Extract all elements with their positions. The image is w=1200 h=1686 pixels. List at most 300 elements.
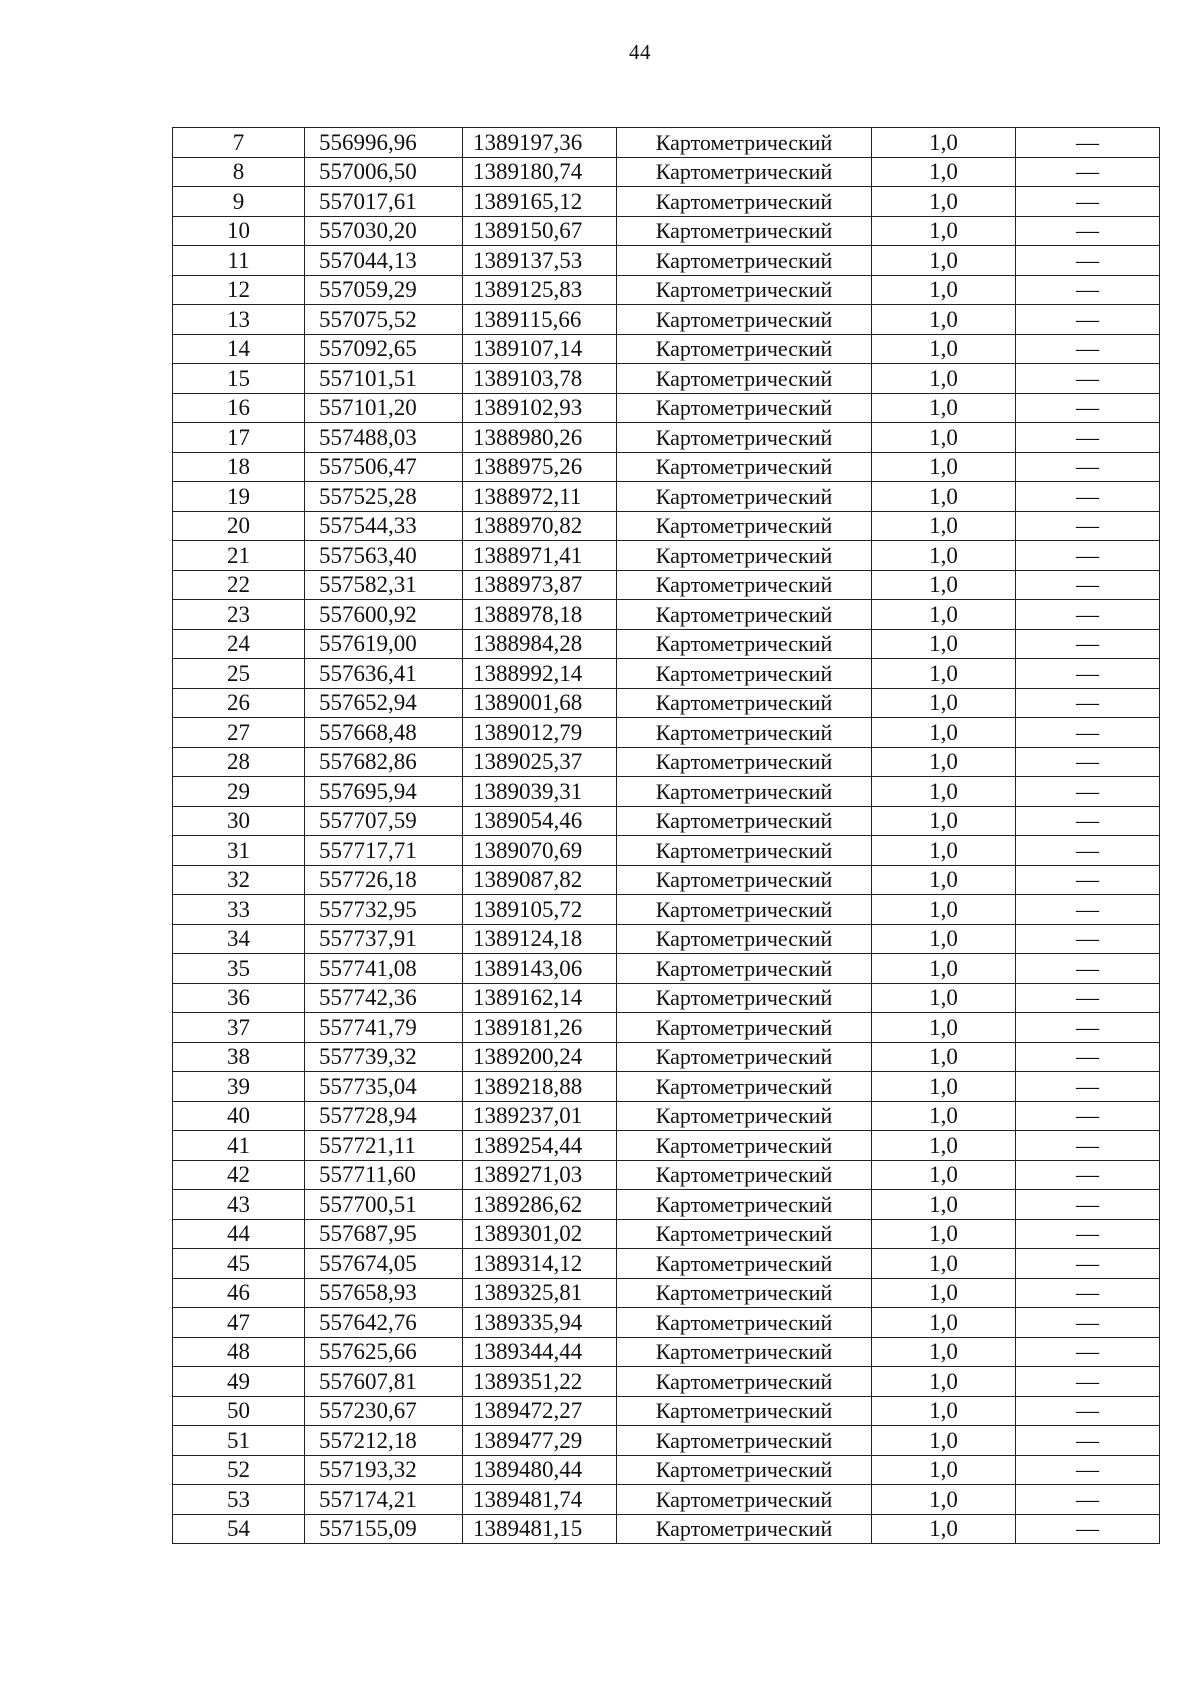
table-row — [173, 865, 1160, 895]
note-cell: — — [1016, 1426, 1160, 1456]
table-row — [173, 1072, 1160, 1102]
point-number-cell: 41 — [173, 1131, 305, 1161]
note-cell: — — [1016, 865, 1160, 895]
x-coordinate-cell: 557582,31 — [305, 570, 463, 600]
point-number-cell: 11 — [173, 246, 305, 276]
x-coordinate-cell: 557737,91 — [305, 924, 463, 954]
accuracy-cell: 1,0 — [872, 688, 1016, 718]
point-number-cell: 17 — [173, 423, 305, 453]
method-cell: Картометрический — [617, 187, 872, 217]
table-row — [173, 806, 1160, 836]
accuracy-cell: 1,0 — [872, 1072, 1016, 1102]
y-coordinate-cell: 1389200,24 — [463, 1042, 617, 1072]
method-cell: Картометрический — [617, 1160, 872, 1190]
y-coordinate-cell: 1389325,81 — [463, 1278, 617, 1308]
method-cell: Картометрический — [617, 718, 872, 748]
accuracy-cell: 1,0 — [872, 1160, 1016, 1190]
point-number-cell: 50 — [173, 1396, 305, 1426]
y-coordinate-cell: 1389197,36 — [463, 128, 617, 158]
method-cell: Картометрический — [617, 482, 872, 512]
y-coordinate-cell: 1389105,72 — [463, 895, 617, 925]
note-cell: — — [1016, 305, 1160, 335]
x-coordinate-cell: 557075,52 — [305, 305, 463, 335]
accuracy-cell: 1,0 — [872, 895, 1016, 925]
table-row — [173, 600, 1160, 630]
x-coordinate-cell: 557707,59 — [305, 806, 463, 836]
y-coordinate-cell: 1388971,41 — [463, 541, 617, 571]
point-number-cell: 29 — [173, 777, 305, 807]
accuracy-cell: 1,0 — [872, 600, 1016, 630]
method-cell: Картометрический — [617, 452, 872, 482]
table-row — [173, 423, 1160, 453]
point-number-cell: 49 — [173, 1367, 305, 1397]
method-cell: Картометрический — [617, 216, 872, 246]
table-row — [173, 275, 1160, 305]
table-row — [173, 688, 1160, 718]
accuracy-cell: 1,0 — [872, 1131, 1016, 1161]
point-number-cell: 43 — [173, 1190, 305, 1220]
point-number-cell: 24 — [173, 629, 305, 659]
table-row — [173, 1455, 1160, 1485]
note-cell: — — [1016, 718, 1160, 748]
x-coordinate-cell: 557735,04 — [305, 1072, 463, 1102]
note-cell: — — [1016, 983, 1160, 1013]
x-coordinate-cell: 557726,18 — [305, 865, 463, 895]
y-coordinate-cell: 1389162,14 — [463, 983, 617, 1013]
y-coordinate-cell: 1389237,01 — [463, 1101, 617, 1131]
note-cell: — — [1016, 482, 1160, 512]
page-number: 44 — [629, 40, 651, 64]
accuracy-cell: 1,0 — [872, 954, 1016, 984]
method-cell: Картометрический — [617, 1278, 872, 1308]
method-cell: Картометрический — [617, 1042, 872, 1072]
accuracy-cell: 1,0 — [872, 1042, 1016, 1072]
accuracy-cell: 1,0 — [872, 423, 1016, 453]
x-coordinate-cell: 557742,36 — [305, 983, 463, 1013]
table-row — [173, 541, 1160, 571]
note-cell: — — [1016, 452, 1160, 482]
table-row — [173, 983, 1160, 1013]
table-body — [173, 128, 1160, 1544]
note-cell: — — [1016, 1278, 1160, 1308]
note-cell: — — [1016, 1514, 1160, 1544]
method-cell: Картометрический — [617, 275, 872, 305]
y-coordinate-cell: 1389039,31 — [463, 777, 617, 807]
method-cell: Картометрический — [617, 688, 872, 718]
note-cell: — — [1016, 1101, 1160, 1131]
point-number-cell: 38 — [173, 1042, 305, 1072]
note-cell: — — [1016, 1013, 1160, 1043]
x-coordinate-cell: 557607,81 — [305, 1367, 463, 1397]
x-coordinate-cell: 557488,03 — [305, 423, 463, 453]
y-coordinate-cell: 1388992,14 — [463, 659, 617, 689]
table-row — [173, 1308, 1160, 1338]
table-row — [173, 954, 1160, 984]
y-coordinate-cell: 1388972,11 — [463, 482, 617, 512]
note-cell: — — [1016, 1131, 1160, 1161]
x-coordinate-cell: 557741,79 — [305, 1013, 463, 1043]
point-number-cell: 26 — [173, 688, 305, 718]
y-coordinate-cell: 1389286,62 — [463, 1190, 617, 1220]
point-number-cell: 8 — [173, 157, 305, 187]
y-coordinate-cell: 1388984,28 — [463, 629, 617, 659]
note-cell: — — [1016, 1249, 1160, 1279]
y-coordinate-cell: 1389180,74 — [463, 157, 617, 187]
table-row — [173, 511, 1160, 541]
point-number-cell: 35 — [173, 954, 305, 984]
method-cell: Картометрический — [617, 128, 872, 158]
x-coordinate-cell: 557174,21 — [305, 1485, 463, 1515]
accuracy-cell: 1,0 — [872, 1367, 1016, 1397]
table-row — [173, 1514, 1160, 1544]
accuracy-cell: 1,0 — [872, 364, 1016, 394]
x-coordinate-cell: 557668,48 — [305, 718, 463, 748]
y-coordinate-cell: 1389271,03 — [463, 1160, 617, 1190]
x-coordinate-cell: 557030,20 — [305, 216, 463, 246]
x-coordinate-cell: 557711,60 — [305, 1160, 463, 1190]
note-cell: — — [1016, 659, 1160, 689]
point-number-cell: 52 — [173, 1455, 305, 1485]
y-coordinate-cell: 1389344,44 — [463, 1337, 617, 1367]
point-number-cell: 12 — [173, 275, 305, 305]
point-number-cell: 21 — [173, 541, 305, 571]
point-number-cell: 54 — [173, 1514, 305, 1544]
table-row — [173, 482, 1160, 512]
point-number-cell: 37 — [173, 1013, 305, 1043]
note-cell: — — [1016, 1396, 1160, 1426]
table-row — [173, 334, 1160, 364]
x-coordinate-cell: 557741,08 — [305, 954, 463, 984]
accuracy-cell: 1,0 — [872, 1308, 1016, 1338]
method-cell: Картометрический — [617, 1455, 872, 1485]
point-number-cell: 14 — [173, 334, 305, 364]
x-coordinate-cell: 557619,00 — [305, 629, 463, 659]
accuracy-cell: 1,0 — [872, 334, 1016, 364]
method-cell: Картометрический — [617, 600, 872, 630]
point-number-cell: 15 — [173, 364, 305, 394]
point-number-cell: 30 — [173, 806, 305, 836]
table-row — [173, 1013, 1160, 1043]
point-number-cell: 31 — [173, 836, 305, 866]
table-row — [173, 1190, 1160, 1220]
method-cell: Картометрический — [617, 305, 872, 335]
method-cell: Картометрический — [617, 246, 872, 276]
y-coordinate-cell: 1389314,12 — [463, 1249, 617, 1279]
note-cell: — — [1016, 541, 1160, 571]
method-cell: Картометрический — [617, 895, 872, 925]
note-cell: — — [1016, 1308, 1160, 1338]
x-coordinate-cell: 557732,95 — [305, 895, 463, 925]
y-coordinate-cell: 1389481,74 — [463, 1485, 617, 1515]
accuracy-cell: 1,0 — [872, 806, 1016, 836]
x-coordinate-cell: 557101,20 — [305, 393, 463, 423]
note-cell: — — [1016, 216, 1160, 246]
note-cell: — — [1016, 570, 1160, 600]
accuracy-cell: 1,0 — [872, 1278, 1016, 1308]
x-coordinate-cell: 557658,93 — [305, 1278, 463, 1308]
point-number-cell: 19 — [173, 482, 305, 512]
method-cell: Картометрический — [617, 1308, 872, 1338]
method-cell: Картометрический — [617, 423, 872, 453]
note-cell: — — [1016, 334, 1160, 364]
method-cell: Картометрический — [617, 570, 872, 600]
accuracy-cell: 1,0 — [872, 541, 1016, 571]
accuracy-cell: 1,0 — [872, 983, 1016, 1013]
point-number-cell: 18 — [173, 452, 305, 482]
y-coordinate-cell: 1388973,87 — [463, 570, 617, 600]
note-cell: — — [1016, 895, 1160, 925]
note-cell: — — [1016, 1160, 1160, 1190]
point-number-cell: 13 — [173, 305, 305, 335]
x-coordinate-cell: 557044,13 — [305, 246, 463, 276]
note-cell: — — [1016, 1190, 1160, 1220]
point-number-cell: 47 — [173, 1308, 305, 1338]
y-coordinate-cell: 1389012,79 — [463, 718, 617, 748]
point-number-cell: 36 — [173, 983, 305, 1013]
method-cell: Картометрический — [617, 1485, 872, 1515]
method-cell: Картометрический — [617, 924, 872, 954]
y-coordinate-cell: 1388970,82 — [463, 511, 617, 541]
y-coordinate-cell: 1389107,14 — [463, 334, 617, 364]
point-number-cell: 32 — [173, 865, 305, 895]
x-coordinate-cell: 557636,41 — [305, 659, 463, 689]
point-number-cell: 16 — [173, 393, 305, 423]
method-cell: Картометрический — [617, 1249, 872, 1279]
y-coordinate-cell: 1389001,68 — [463, 688, 617, 718]
table-row — [173, 1249, 1160, 1279]
table-row — [173, 747, 1160, 777]
point-number-cell: 44 — [173, 1219, 305, 1249]
y-coordinate-cell: 1389165,12 — [463, 187, 617, 217]
method-cell: Картометрический — [617, 1190, 872, 1220]
table-row — [173, 924, 1160, 954]
table-row — [173, 895, 1160, 925]
table-row — [173, 1219, 1160, 1249]
accuracy-cell: 1,0 — [872, 1249, 1016, 1279]
x-coordinate-cell: 557682,86 — [305, 747, 463, 777]
x-coordinate-cell: 557193,32 — [305, 1455, 463, 1485]
x-coordinate-cell: 557721,11 — [305, 1131, 463, 1161]
accuracy-cell: 1,0 — [872, 128, 1016, 158]
y-coordinate-cell: 1389301,02 — [463, 1219, 617, 1249]
x-coordinate-cell: 557625,66 — [305, 1337, 463, 1367]
x-coordinate-cell: 557600,92 — [305, 600, 463, 630]
note-cell: — — [1016, 128, 1160, 158]
table-row — [173, 1485, 1160, 1515]
table-row — [173, 1367, 1160, 1397]
table-row — [173, 777, 1160, 807]
accuracy-cell: 1,0 — [872, 747, 1016, 777]
note-cell: — — [1016, 747, 1160, 777]
table-row — [173, 1101, 1160, 1131]
note-cell: — — [1016, 1337, 1160, 1367]
y-coordinate-cell: 1389070,69 — [463, 836, 617, 866]
x-coordinate-cell: 557739,32 — [305, 1042, 463, 1072]
accuracy-cell: 1,0 — [872, 570, 1016, 600]
x-coordinate-cell: 557506,47 — [305, 452, 463, 482]
x-coordinate-cell: 557695,94 — [305, 777, 463, 807]
accuracy-cell: 1,0 — [872, 482, 1016, 512]
note-cell: — — [1016, 423, 1160, 453]
y-coordinate-cell: 1389124,18 — [463, 924, 617, 954]
point-number-cell: 39 — [173, 1072, 305, 1102]
x-coordinate-cell: 557674,05 — [305, 1249, 463, 1279]
y-coordinate-cell: 1389477,29 — [463, 1426, 617, 1456]
x-coordinate-cell: 557700,51 — [305, 1190, 463, 1220]
accuracy-cell: 1,0 — [872, 629, 1016, 659]
note-cell: — — [1016, 187, 1160, 217]
method-cell: Картометрический — [617, 334, 872, 364]
point-number-cell: 23 — [173, 600, 305, 630]
method-cell: Картометрический — [617, 983, 872, 1013]
note-cell: — — [1016, 600, 1160, 630]
y-coordinate-cell: 1389115,66 — [463, 305, 617, 335]
method-cell: Картометрический — [617, 1337, 872, 1367]
accuracy-cell: 1,0 — [872, 452, 1016, 482]
y-coordinate-cell: 1389472,27 — [463, 1396, 617, 1426]
point-number-cell: 42 — [173, 1160, 305, 1190]
note-cell: — — [1016, 393, 1160, 423]
note-cell: — — [1016, 157, 1160, 187]
accuracy-cell: 1,0 — [872, 1455, 1016, 1485]
point-number-cell: 25 — [173, 659, 305, 689]
point-number-cell: 28 — [173, 747, 305, 777]
method-cell: Картометрический — [617, 629, 872, 659]
method-cell: Картометрический — [617, 777, 872, 807]
y-coordinate-cell: 1389480,44 — [463, 1455, 617, 1485]
table-row — [173, 718, 1160, 748]
table-row — [173, 157, 1160, 187]
x-coordinate-cell: 557092,65 — [305, 334, 463, 364]
y-coordinate-cell: 1389125,83 — [463, 275, 617, 305]
x-coordinate-cell: 557059,29 — [305, 275, 463, 305]
x-coordinate-cell: 557544,33 — [305, 511, 463, 541]
method-cell: Картометрический — [617, 393, 872, 423]
x-coordinate-cell: 557101,51 — [305, 364, 463, 394]
method-cell: Картометрический — [617, 1219, 872, 1249]
table-row — [173, 1337, 1160, 1367]
accuracy-cell: 1,0 — [872, 511, 1016, 541]
point-number-cell: 53 — [173, 1485, 305, 1515]
accuracy-cell: 1,0 — [872, 1190, 1016, 1220]
y-coordinate-cell: 1389054,46 — [463, 806, 617, 836]
table-row — [173, 1278, 1160, 1308]
y-coordinate-cell: 1389102,93 — [463, 393, 617, 423]
method-cell: Картометрический — [617, 1131, 872, 1161]
note-cell: — — [1016, 1219, 1160, 1249]
accuracy-cell: 1,0 — [872, 275, 1016, 305]
accuracy-cell: 1,0 — [872, 246, 1016, 276]
accuracy-cell: 1,0 — [872, 1426, 1016, 1456]
accuracy-cell: 1,0 — [872, 1101, 1016, 1131]
note-cell: — — [1016, 511, 1160, 541]
point-number-cell: 7 — [173, 128, 305, 158]
table-row — [173, 1396, 1160, 1426]
accuracy-cell: 1,0 — [872, 187, 1016, 217]
y-coordinate-cell: 1389143,06 — [463, 954, 617, 984]
table-row — [173, 659, 1160, 689]
note-cell: — — [1016, 1485, 1160, 1515]
method-cell: Картометрический — [617, 1072, 872, 1102]
method-cell: Картометрический — [617, 511, 872, 541]
y-coordinate-cell: 1389218,88 — [463, 1072, 617, 1102]
method-cell: Картометрический — [617, 1396, 872, 1426]
table-row — [173, 128, 1160, 158]
method-cell: Картометрический — [617, 836, 872, 866]
x-coordinate-cell: 557525,28 — [305, 482, 463, 512]
method-cell: Картометрический — [617, 1426, 872, 1456]
x-coordinate-cell: 557017,61 — [305, 187, 463, 217]
table-row — [173, 216, 1160, 246]
table-row — [173, 836, 1160, 866]
table-row — [173, 364, 1160, 394]
method-cell: Картометрический — [617, 157, 872, 187]
note-cell: — — [1016, 364, 1160, 394]
point-number-cell: 33 — [173, 895, 305, 925]
accuracy-cell: 1,0 — [872, 1219, 1016, 1249]
x-coordinate-cell: 557717,71 — [305, 836, 463, 866]
method-cell: Картометрический — [617, 1101, 872, 1131]
y-coordinate-cell: 1389087,82 — [463, 865, 617, 895]
note-cell: — — [1016, 777, 1160, 807]
note-cell: — — [1016, 1367, 1160, 1397]
x-coordinate-cell: 557155,09 — [305, 1514, 463, 1544]
point-number-cell: 45 — [173, 1249, 305, 1279]
y-coordinate-cell: 1389351,22 — [463, 1367, 617, 1397]
point-number-cell: 22 — [173, 570, 305, 600]
table-row — [173, 1426, 1160, 1456]
table-row — [173, 452, 1160, 482]
y-coordinate-cell: 1388978,18 — [463, 600, 617, 630]
note-cell: — — [1016, 688, 1160, 718]
y-coordinate-cell: 1389254,44 — [463, 1131, 617, 1161]
y-coordinate-cell: 1389025,37 — [463, 747, 617, 777]
method-cell: Картометрический — [617, 954, 872, 984]
coordinates-table — [172, 127, 1160, 1544]
accuracy-cell: 1,0 — [872, 1013, 1016, 1043]
y-coordinate-cell: 1389103,78 — [463, 364, 617, 394]
point-number-cell: 10 — [173, 216, 305, 246]
accuracy-cell: 1,0 — [872, 157, 1016, 187]
accuracy-cell: 1,0 — [872, 1337, 1016, 1367]
y-coordinate-cell: 1389481,15 — [463, 1514, 617, 1544]
accuracy-cell: 1,0 — [872, 1396, 1016, 1426]
x-coordinate-cell: 557230,67 — [305, 1396, 463, 1426]
table-row — [173, 1042, 1160, 1072]
x-coordinate-cell: 557728,94 — [305, 1101, 463, 1131]
y-coordinate-cell: 1388975,26 — [463, 452, 617, 482]
accuracy-cell: 1,0 — [872, 216, 1016, 246]
table-row — [173, 393, 1160, 423]
accuracy-cell: 1,0 — [872, 1514, 1016, 1544]
accuracy-cell: 1,0 — [872, 393, 1016, 423]
x-coordinate-cell: 557642,76 — [305, 1308, 463, 1338]
point-number-cell: 51 — [173, 1426, 305, 1456]
y-coordinate-cell: 1388980,26 — [463, 423, 617, 453]
accuracy-cell: 1,0 — [872, 865, 1016, 895]
note-cell: — — [1016, 1042, 1160, 1072]
point-number-cell: 9 — [173, 187, 305, 217]
x-coordinate-cell: 557652,94 — [305, 688, 463, 718]
accuracy-cell: 1,0 — [872, 836, 1016, 866]
point-number-cell: 34 — [173, 924, 305, 954]
note-cell: — — [1016, 924, 1160, 954]
note-cell: — — [1016, 246, 1160, 276]
method-cell: Картометрический — [617, 541, 872, 571]
x-coordinate-cell: 557687,95 — [305, 1219, 463, 1249]
method-cell: Картометрический — [617, 806, 872, 836]
accuracy-cell: 1,0 — [872, 305, 1016, 335]
